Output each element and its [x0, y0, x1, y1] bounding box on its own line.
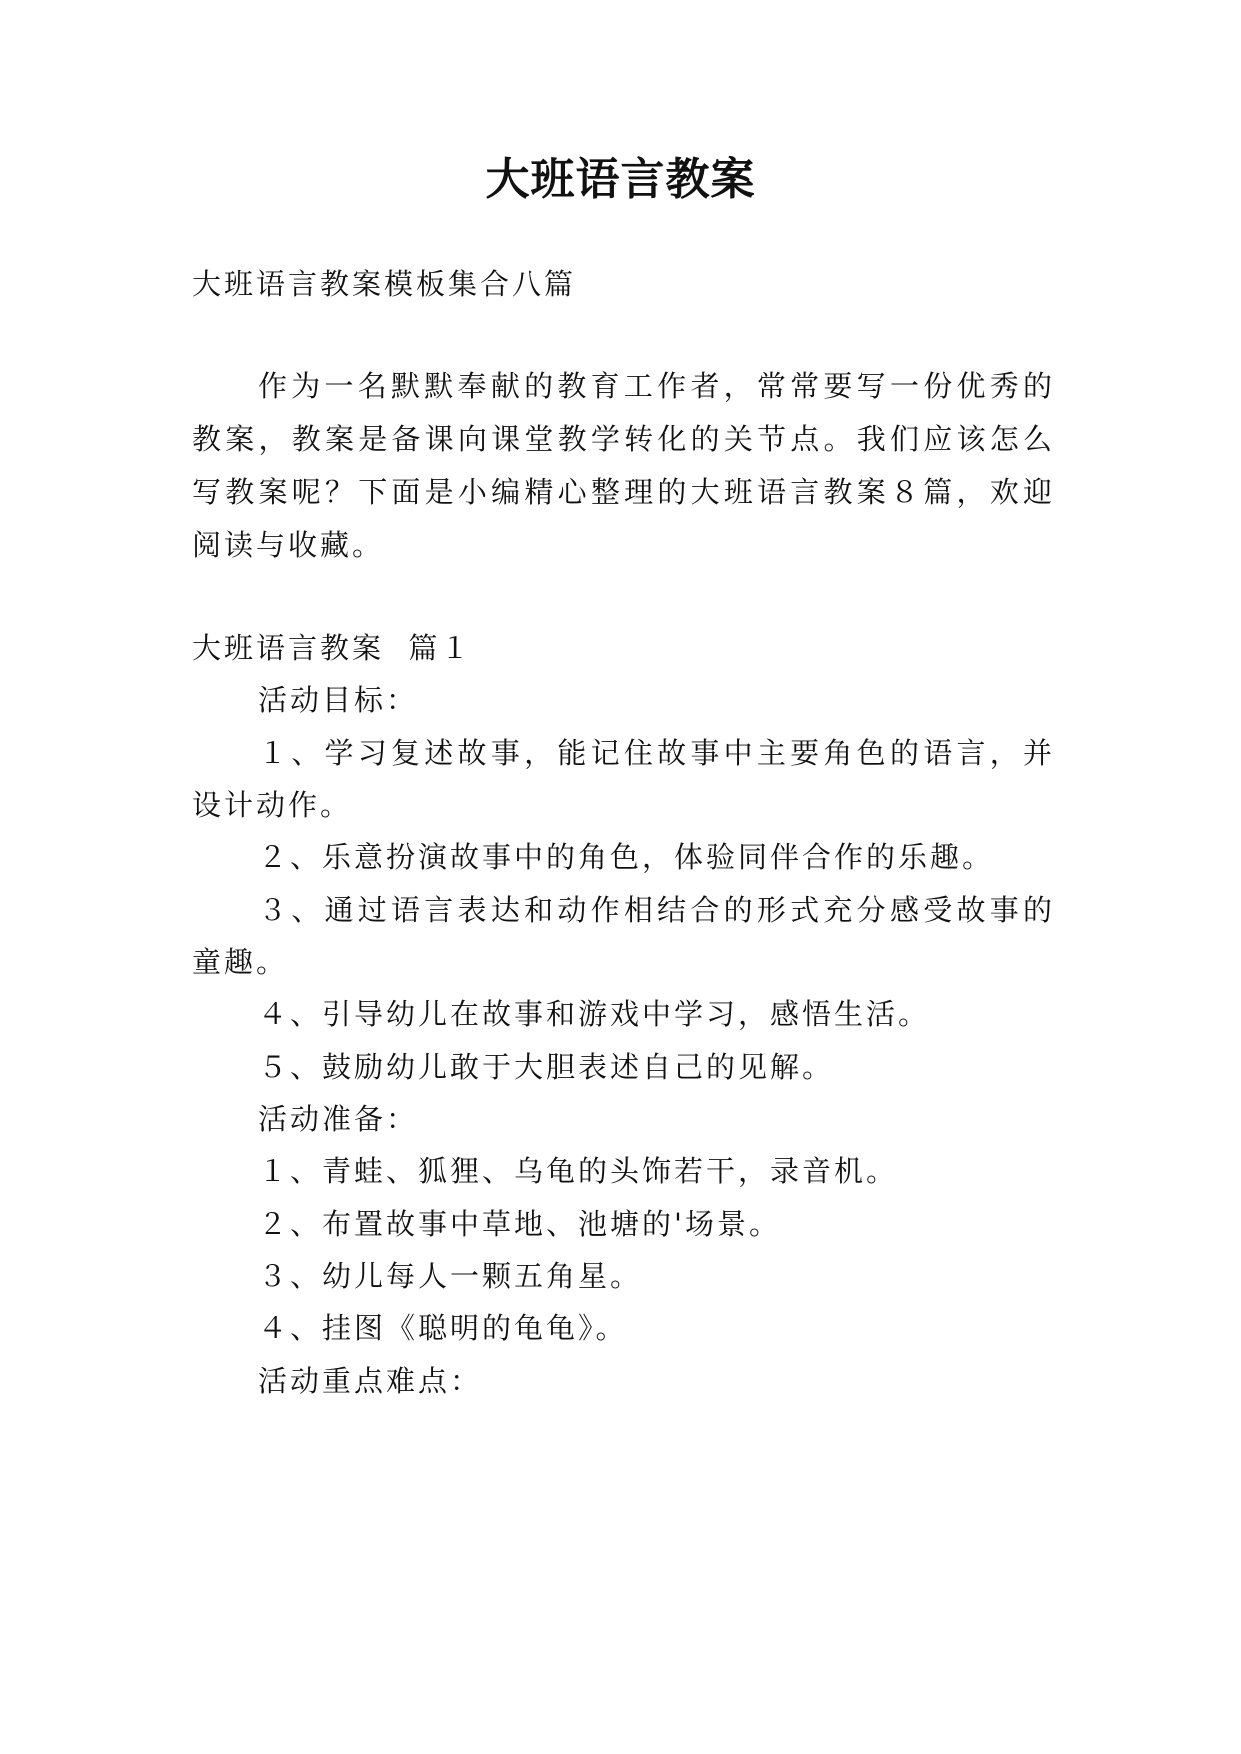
goal-item-1-cont: 设计动作。	[192, 788, 353, 822]
intro-line-1: 作为一名默默奉献的教育工作者，常常要写一份优秀的	[258, 369, 1052, 403]
prep-item-2: ２、布置故事中草地、池塘的'场景。	[258, 1207, 781, 1241]
goal-item-1: １、学习复述故事，能记住故事中主要角色的语言，并	[258, 736, 1052, 770]
prep-item-1: １、青蛙、狐狸、乌龟的头饰若干，录音机。	[258, 1154, 899, 1188]
intro-line-2: 教案，教案是备课向课堂教学转化的关节点。我们应该怎么	[192, 422, 1052, 456]
intro-line-4: 阅读与收藏。	[192, 528, 385, 562]
goals-heading: 活动目标：	[258, 683, 419, 717]
prep-item-3: ３、幼儿每人一颗五角星。	[258, 1259, 643, 1293]
goal-item-2: ２、乐意扮演故事中的角色，体验同伴合作的乐趣。	[258, 840, 995, 874]
prep-item-4: ４、挂图《聪明的龟龟》。	[258, 1311, 628, 1345]
goal-item-3-cont: 童趣。	[192, 945, 289, 979]
goal-item-4: ４、引导幼儿在故事和游戏中学习，感悟生活。	[258, 997, 931, 1031]
document-subtitle: 大班语言教案模板集合八篇	[192, 267, 577, 301]
goal-item-5: ５、鼓励幼儿敢于大胆表述自己的见解。	[258, 1050, 835, 1084]
goal-item-3: ３、通过语言表达和动作相结合的形式充分感受故事的	[258, 893, 1052, 927]
document-title: 大班语言教案	[485, 154, 756, 205]
intro-line-3: 写教案呢？下面是小编精心整理的大班语言教案８篇，欢迎	[192, 475, 1052, 509]
section-heading: 大班语言教案 篇１	[192, 631, 473, 665]
key-points-heading: 活动重点难点：	[258, 1364, 483, 1398]
prep-heading: 活动准备：	[258, 1102, 419, 1136]
